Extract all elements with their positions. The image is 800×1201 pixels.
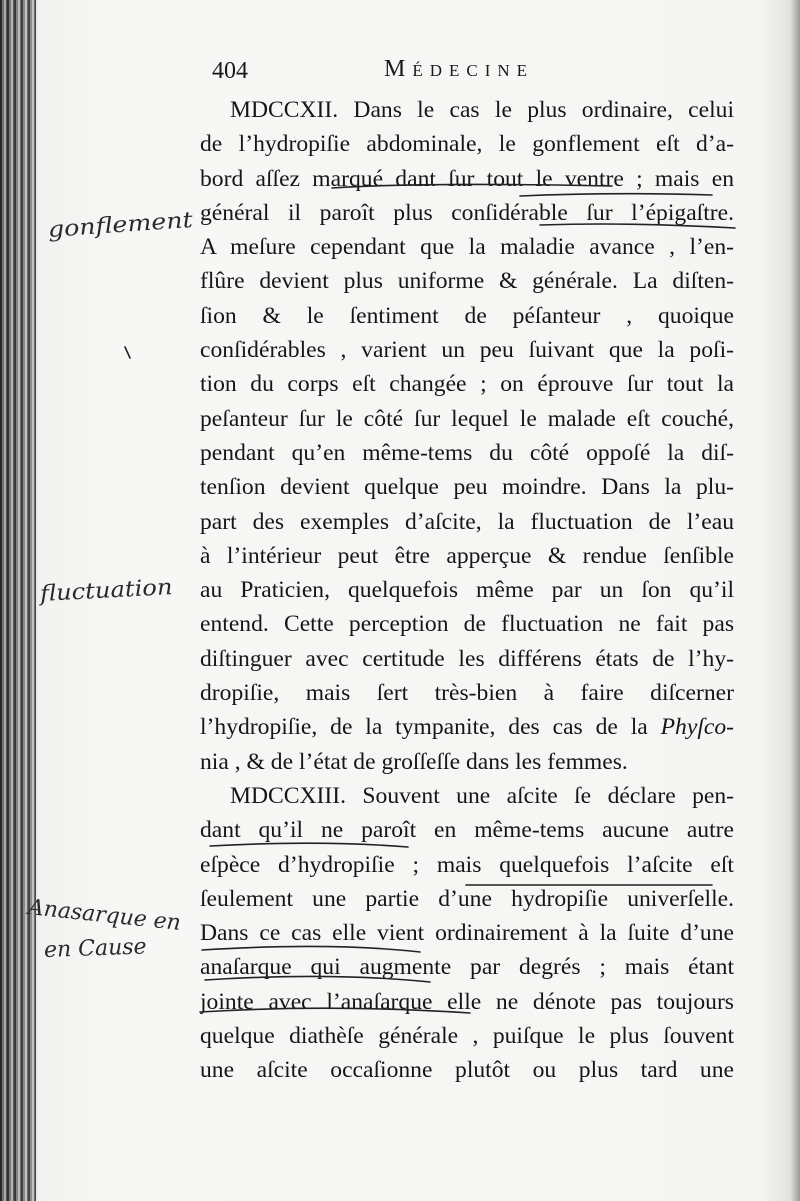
margin-note-fluctuation: fluctuation: [39, 575, 174, 607]
text-line: [200, 710, 734, 744]
text-line: ſeulement une partie d’une hydropiſie univerſelle.: [200, 885, 734, 912]
text-line: conſidérables , varient un peu ſuivant que la poſi-: [200, 337, 734, 364]
text-line: MDCCXII. Dans le cas le plus ordinaire, celui: [230, 97, 734, 123]
text-line: pendant qu’en même-tems du côté oppoſé la diſ-: [200, 439, 734, 466]
text-line: au Praticien, quelquefois même par un ſon qu’il: [200, 577, 734, 604]
text-line: flûre devient plus uniforme & générale. La diſten-: [200, 268, 734, 295]
text-line: général il paroît plus conſidérable ſur l’épigaſtre.: [200, 199, 734, 226]
page-number: 404: [212, 58, 248, 84]
text-line: entend. Cette perception de fluctuation ne fait pas: [200, 611, 734, 638]
margin-note-anasarque: Anasarque en: [26, 895, 183, 936]
running-head: Médecine: [384, 56, 535, 82]
text-line: de l’hydropiſie abdominale, le gonflement eſt d’a-: [200, 131, 734, 158]
text-line: MDCCXIII. Souvent une aſcite ſe déclare pen-: [230, 782, 734, 809]
text-line: bord aſſez marqué dant ſur tout le ventre ; mais en: [200, 165, 734, 192]
body-text: [200, 93, 734, 1088]
text-line: tion du corps eſt changée ; on éprouve ſur tout la: [200, 371, 734, 398]
text-line: quelque diathèſe générale , puiſque le plus ſouvent: [200, 1023, 734, 1050]
margin-note-gonflement: gonflement: [47, 207, 194, 243]
page-header: [212, 58, 752, 94]
text-line: anaſarque qui augmente par degrés ; mais étant: [200, 954, 734, 981]
text-line: peſanteur ſur le côté ſur lequel le malade eſt couché,: [200, 405, 734, 432]
margin-note-cause: en Cause: [43, 934, 147, 963]
text-line: Dans ce cas elle vient ordinairement à la ſuite d’une: [200, 920, 734, 947]
text-line: eſpèce d’hydropiſie ; mais quelquefois l’aſcite eſt: [200, 851, 734, 878]
text-line: diſtinguer avec certitude les différens états de l’hy-: [200, 645, 734, 672]
text-line: nia , & de l’état de groſſeſſe dans les femmes.: [200, 748, 628, 775]
text-line: part des exemples d’aſcite, la fluctuation de l’eau: [200, 508, 734, 535]
text-line: ſion & le ſentiment de péſanteur , quoique: [200, 302, 734, 329]
text-line: une aſcite occaſionne plutôt ou plus tard une: [200, 1057, 734, 1084]
italic-word: Phyſco-: [660, 714, 734, 741]
stray-mark: [125, 347, 130, 358]
text-line: à l’intérieur peut être apperçue & rendue ſenſible: [200, 542, 734, 569]
text-line: jointe avec l’anaſarque elle ne dénote pas toujours: [200, 988, 734, 1015]
text-line: tenſion devient quelque peu moindre. Dans la plu-: [200, 474, 734, 501]
text-line: A meſure cependant que la maladie avance , l’en-: [200, 234, 734, 261]
text-line: dropiſie, mais ſert très-bien à faire diſcerner: [200, 680, 734, 707]
text-line: dant qu’il ne paroît en même-tems aucune autre: [200, 817, 734, 844]
text-line-start: l’hydropiſie, de la tympanite, des cas de la: [200, 714, 648, 741]
book-gutter: [0, 0, 36, 1201]
